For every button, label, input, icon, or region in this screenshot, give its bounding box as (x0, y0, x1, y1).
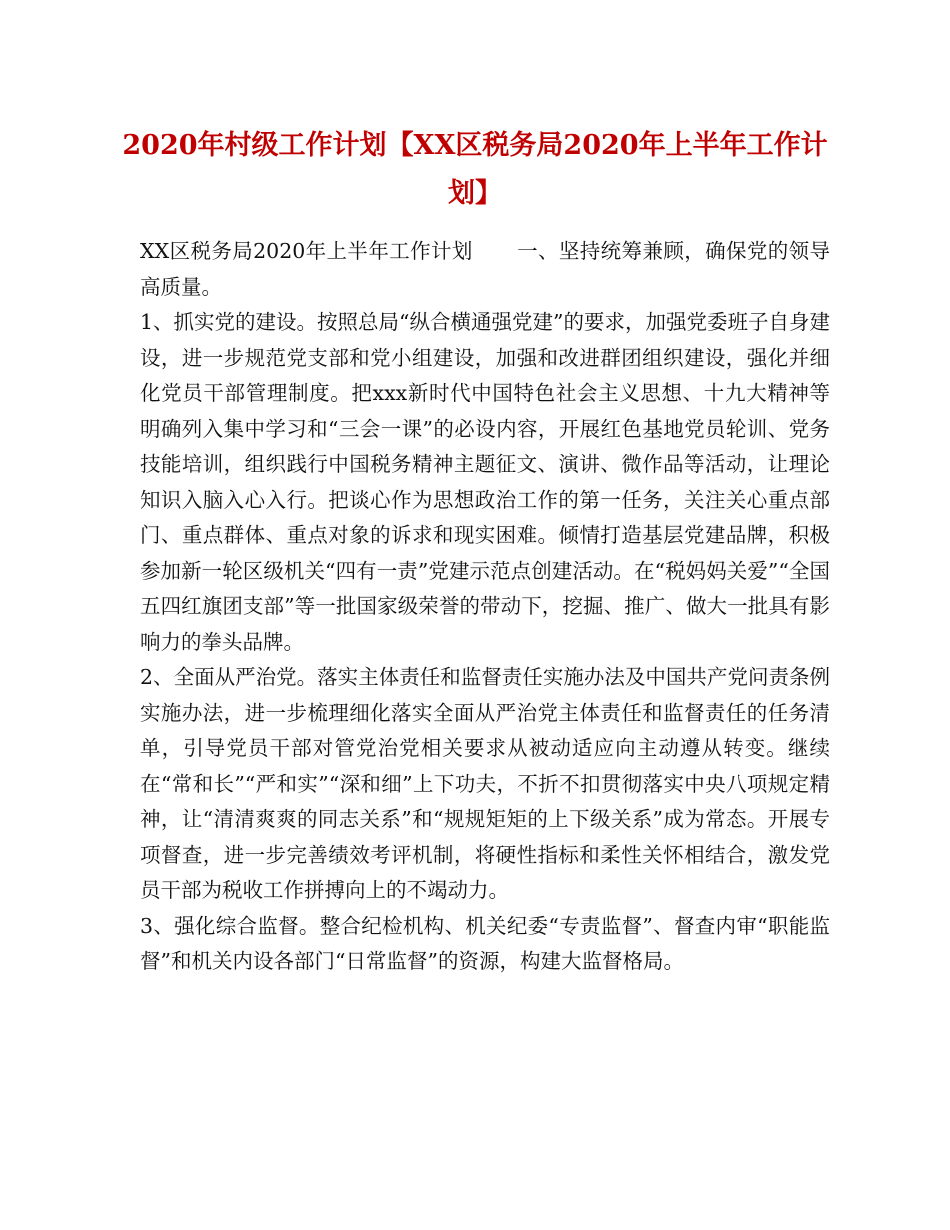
paragraph-party-building: 1、抓实党的建设。按照总局“纵合横通强党建”的要求，加强党委班子自身建设，进一步规范党支部和党小组建设，加强和改进群团组织建设，强化并细化党员干部管理制度。把xxx新时代中国特色社会主义思想、十九大精神等明确列入集中学习和“三会一课”的必设内容，开展红色基地党员轮训、党务技能培训，组织践行中国税务精神主题征文、演讲、微作品等活动，让理论知识入脑入心入行。把谈心作为思想政治工作的第一任务，关注关心重点部门、重点群体、重点对象的诉求和现实困难。倾情打造基层党建品牌，积极参加新一轮区级机关“四有一责”党建示范点创建活动。在“税妈妈关爱”“全国五四红旗团支部”等一批国家级荣誉的带动下，挖掘、推广、做大一批具有影响力的拳头品牌。 (140, 310, 831, 654)
document-title: 2020年村级工作计划【XX区税务局2020年上半年工作计划】 (122, 130, 828, 209)
section-heading-1: 一、坚持统筹兼顾，确保党的领导高质量。 (140, 239, 831, 299)
paragraph-comprehensive-supervision: 3、强化综合监督。整合纪检机构、机关纪委“专责监督”、督查内审“职能监督”和机关内设各部门“日常监督”的资源，构建大监督格局。 (140, 913, 830, 973)
intro-paragraph (140, 234, 830, 305)
intro-heading: XX区税务局2020年上半年工作计划 (140, 239, 473, 263)
paragraph-strict-governance: 2、全面从严治党。落实主体责任和监督责任实施办法及中国共产党问责条例实施办法，进一步梳理细化落实全面从严治党主体责任和监督责任的任务清单，引导党员干部对管党治党相关要求从被动适应向主动遵从转变。继续在“常和长”“严和实”“深和细”上下功夫，不折不扣贯彻落实中央八项规定精神，让“清清爽爽的同志关系”和“规规矩矩的上下级关系”成为常态。开展专项督查，进一步完善绩效考评机制，将硬性指标和柔性关怀相结合，激发党员干部为税收工作拼搏向上的不竭动力。 (140, 665, 830, 902)
document-body (140, 234, 830, 980)
